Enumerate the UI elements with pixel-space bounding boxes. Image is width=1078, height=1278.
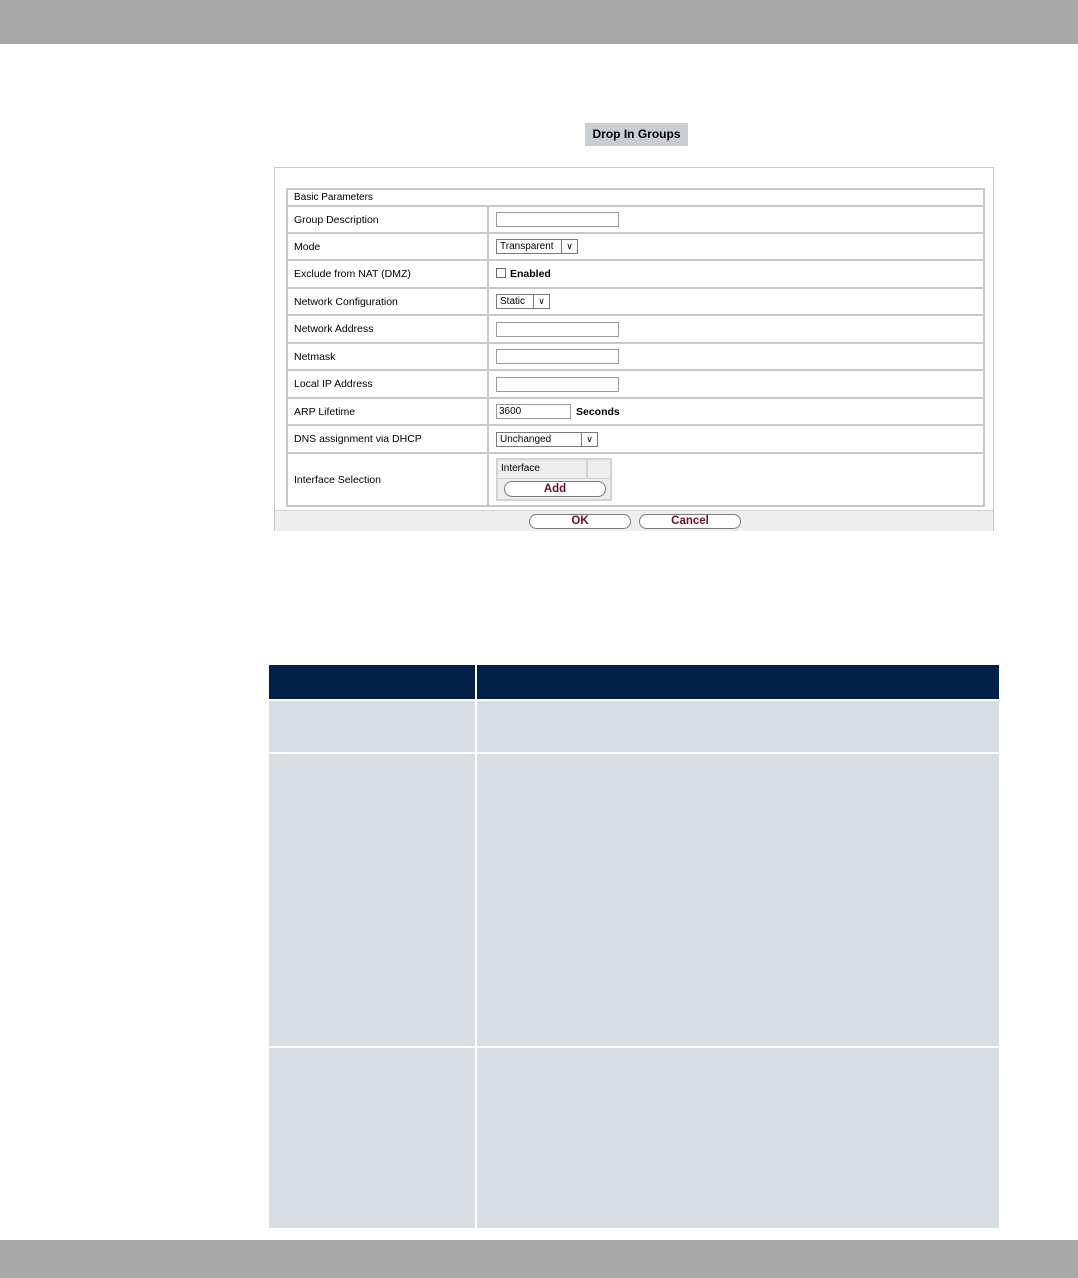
row-arp-lifetime [288,399,983,426]
interface-selection-label: Interface Selection [288,454,489,505]
page-header-bar [0,0,1078,44]
dns-assignment-select[interactable] [496,432,598,447]
arp-lifetime-input[interactable]: 3600 [496,404,571,419]
arp-lifetime-unit: Seconds [576,405,620,418]
exclude-nat-checkbox-label: Enabled [510,268,551,280]
row-network-address [288,316,983,344]
interface-column-header: Interface [498,460,588,478]
cancel-button[interactable]: Cancel [639,514,741,529]
page-footer-bar [0,1240,1078,1278]
form-table [286,188,985,507]
group-description-input[interactable] [496,212,619,227]
mode-label: Mode [288,234,489,259]
exclude-nat-label: Exclude from NAT (DMZ) [288,261,489,287]
add-interface-button[interactable]: Add [504,481,606,497]
dns-assignment-label: DNS assignment via DHCP [288,426,489,452]
section-title: Basic Parameters [288,190,983,207]
mode-select[interactable] [496,239,578,254]
chevron-down-icon: ∨ [561,240,577,253]
exclude-nat-checkbox[interactable] [496,268,506,278]
netmask-input[interactable] [496,349,619,364]
description-table [269,665,999,1228]
network-configuration-select-value: Static [500,296,526,307]
row-network-configuration [288,289,983,316]
table-row [269,752,999,1046]
ok-button[interactable]: OK [529,514,631,529]
table-row [269,699,999,752]
row-group-description [288,207,983,234]
arp-lifetime-label: ARP Lifetime [288,399,489,424]
local-ip-label: Local IP Address [288,371,489,397]
button-bar [275,510,993,531]
network-configuration-select[interactable] [496,294,550,309]
row-dns-assignment [288,426,983,454]
table-row [269,1046,999,1228]
local-ip-input[interactable] [496,377,619,392]
mode-select-value: Transparent [500,241,554,252]
description-table-header [269,665,999,699]
chevron-down-icon: ∨ [581,433,597,446]
group-description-label: Group Description [288,207,489,232]
row-netmask [288,344,983,371]
form-panel [274,167,994,531]
chevron-down-icon: ∨ [533,295,549,308]
row-mode [288,234,983,261]
interface-table [496,458,612,501]
row-exclude-nat [288,261,983,289]
network-configuration-label: Network Configuration [288,289,489,314]
network-address-label: Network Address [288,316,489,342]
network-address-input[interactable] [496,322,619,337]
row-local-ip [288,371,983,399]
page-title: Drop In Groups [585,123,688,146]
dns-assignment-select-value: Unchanged [500,433,552,445]
row-interface-selection [288,454,983,505]
netmask-label: Netmask [288,344,489,369]
